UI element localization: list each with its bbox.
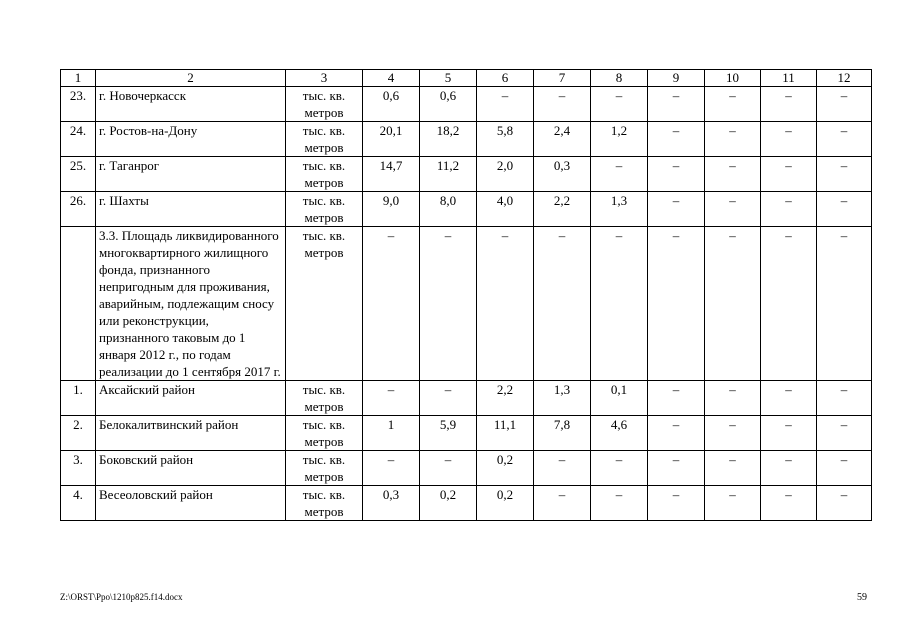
- table-row: [61, 381, 872, 416]
- row-value: –: [591, 227, 648, 381]
- row-value: 0,2: [477, 486, 534, 521]
- row-value: –: [648, 157, 705, 192]
- row-unit: тыс. кв. метров: [286, 87, 363, 122]
- row-value: 1,2: [591, 122, 648, 157]
- row-value: 11,2: [420, 157, 477, 192]
- column-header-11: 11: [761, 70, 817, 87]
- row-number: 26.: [61, 192, 96, 227]
- row-number: 24.: [61, 122, 96, 157]
- row-value: –: [591, 157, 648, 192]
- table-body: [61, 87, 872, 521]
- table-row: [61, 122, 872, 157]
- row-value: –: [761, 157, 817, 192]
- row-value: –: [363, 381, 420, 416]
- row-value: 4,6: [591, 416, 648, 451]
- row-value: 14,7: [363, 157, 420, 192]
- row-value: 2,2: [477, 381, 534, 416]
- row-value: 5,8: [477, 122, 534, 157]
- column-header-6: 6: [477, 70, 534, 87]
- row-value: 0,2: [477, 451, 534, 486]
- row-value: –: [648, 192, 705, 227]
- row-value: –: [817, 451, 872, 486]
- row-name: г. Ростов-на-Дону: [96, 122, 286, 157]
- row-value: 5,9: [420, 416, 477, 451]
- row-number: 3.: [61, 451, 96, 486]
- row-value: –: [705, 157, 761, 192]
- row-name: Аксайский район: [96, 381, 286, 416]
- row-number: 23.: [61, 87, 96, 122]
- column-header-10: 10: [705, 70, 761, 87]
- row-value: –: [648, 87, 705, 122]
- row-value: –: [705, 451, 761, 486]
- row-unit: тыс. кв. метров: [286, 381, 363, 416]
- column-header-8: 8: [591, 70, 648, 87]
- row-name: г. Таганрог: [96, 157, 286, 192]
- column-header-7: 7: [534, 70, 591, 87]
- row-name: Весеоловский район: [96, 486, 286, 521]
- row-value: 1,3: [591, 192, 648, 227]
- data-table: [60, 69, 872, 521]
- row-value: –: [817, 227, 872, 381]
- row-value: –: [534, 227, 591, 381]
- row-value: –: [363, 227, 420, 381]
- row-value: 2,2: [534, 192, 591, 227]
- row-value: –: [648, 451, 705, 486]
- row-value: –: [761, 381, 817, 416]
- row-number: [61, 227, 96, 381]
- row-unit: тыс. кв. метров: [286, 122, 363, 157]
- row-value: 7,8: [534, 416, 591, 451]
- row-value: 1: [363, 416, 420, 451]
- row-value: 0,2: [420, 486, 477, 521]
- row-value: –: [705, 416, 761, 451]
- row-value: –: [817, 486, 872, 521]
- row-value: 20,1: [363, 122, 420, 157]
- row-value: –: [591, 451, 648, 486]
- row-value: –: [761, 122, 817, 157]
- row-name: Боковский район: [96, 451, 286, 486]
- header-row: [61, 70, 872, 87]
- column-header-2: 2: [96, 70, 286, 87]
- row-value: 8,0: [420, 192, 477, 227]
- row-value: –: [705, 227, 761, 381]
- row-name: 3.3. Площадь ликвидированного многоквартирного жилищного фонда, признанного непригодным для проживания, аварийным, подлежащим сносу или реконструкции, признанного таковым до 1 января 2012 г., по годам реализации до 1 сентября 2017 г.: [96, 227, 286, 381]
- row-value: 11,1: [477, 416, 534, 451]
- row-value: –: [534, 87, 591, 122]
- row-unit: тыс. кв. метров: [286, 451, 363, 486]
- table-row: [61, 87, 872, 122]
- row-value: 0,1: [591, 381, 648, 416]
- row-value: –: [477, 87, 534, 122]
- table-row: [61, 227, 872, 381]
- row-value: 0,6: [420, 87, 477, 122]
- row-value: –: [705, 87, 761, 122]
- row-value: –: [761, 416, 817, 451]
- row-value: –: [363, 451, 420, 486]
- row-value: –: [817, 157, 872, 192]
- row-value: 2,0: [477, 157, 534, 192]
- column-header-5: 5: [420, 70, 477, 87]
- row-value: –: [817, 416, 872, 451]
- row-value: 9,0: [363, 192, 420, 227]
- row-value: –: [761, 227, 817, 381]
- row-value: 4,0: [477, 192, 534, 227]
- row-name: г. Шахты: [96, 192, 286, 227]
- row-value: –: [477, 227, 534, 381]
- column-header-12: 12: [817, 70, 872, 87]
- row-number: 25.: [61, 157, 96, 192]
- row-value: –: [420, 451, 477, 486]
- table-row: [61, 157, 872, 192]
- page-number: 59: [857, 592, 867, 603]
- table-row: [61, 486, 872, 521]
- row-value: –: [534, 451, 591, 486]
- row-unit: тыс. кв. метров: [286, 486, 363, 521]
- row-value: –: [705, 486, 761, 521]
- row-value: –: [705, 381, 761, 416]
- row-value: –: [761, 486, 817, 521]
- table-row: [61, 192, 872, 227]
- row-unit: тыс. кв. метров: [286, 227, 363, 381]
- row-name: г. Новочеркасск: [96, 87, 286, 122]
- row-value: –: [591, 486, 648, 521]
- row-unit: тыс. кв. метров: [286, 157, 363, 192]
- row-value: –: [648, 122, 705, 157]
- row-value: 0,3: [363, 486, 420, 521]
- row-value: –: [705, 122, 761, 157]
- column-header-3: 3: [286, 70, 363, 87]
- row-value: –: [705, 192, 761, 227]
- row-value: 1,3: [534, 381, 591, 416]
- row-value: –: [648, 381, 705, 416]
- column-header-4: 4: [363, 70, 420, 87]
- row-value: –: [817, 87, 872, 122]
- footer-file-path: Z:\ORST\Ppo\1210p825.f14.docx: [60, 592, 183, 602]
- row-value: –: [648, 486, 705, 521]
- row-value: –: [648, 227, 705, 381]
- row-value: –: [761, 87, 817, 122]
- column-header-9: 9: [648, 70, 705, 87]
- row-value: 18,2: [420, 122, 477, 157]
- row-value: –: [761, 451, 817, 486]
- row-number: 1.: [61, 381, 96, 416]
- row-value: 0,6: [363, 87, 420, 122]
- row-value: –: [420, 227, 477, 381]
- row-value: –: [817, 122, 872, 157]
- row-value: –: [761, 192, 817, 227]
- row-value: –: [591, 87, 648, 122]
- row-number: 2.: [61, 416, 96, 451]
- row-value: 2,4: [534, 122, 591, 157]
- column-header-1: 1: [61, 70, 96, 87]
- table-row: [61, 416, 872, 451]
- row-name: Белокалитвинский район: [96, 416, 286, 451]
- row-unit: тыс. кв. метров: [286, 192, 363, 227]
- row-value: –: [817, 192, 872, 227]
- row-number: 4.: [61, 486, 96, 521]
- row-value: –: [534, 486, 591, 521]
- row-value: –: [817, 381, 872, 416]
- row-value: –: [420, 381, 477, 416]
- row-value: 0,3: [534, 157, 591, 192]
- table-row: [61, 451, 872, 486]
- row-unit: тыс. кв. метров: [286, 416, 363, 451]
- row-value: –: [648, 416, 705, 451]
